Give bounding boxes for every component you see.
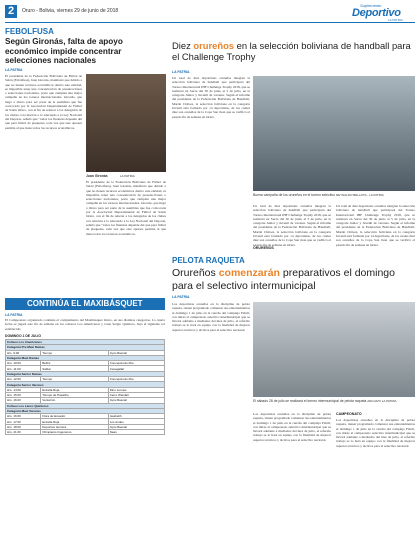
handball-photo-caption xyxy=(253,193,415,197)
schedule-cell: Hrs. 11:00 xyxy=(6,366,41,371)
pelota-byline: LA PATRIA xyxy=(172,295,190,299)
febolfusa-photo-caption: Juan Gironás xyxy=(86,174,108,178)
handball-team-photo xyxy=(253,76,415,191)
maxibasquet-title: CONTINÚA EL MAXIBÁSQUET xyxy=(27,299,143,308)
brand-logo: Deportivo xyxy=(352,7,401,19)
schedule-cell: Hrs. 15:00 xyxy=(6,392,41,397)
schedule-cell: Cerro Wiesfall xyxy=(108,392,164,397)
schedule-cell: Hrs. 9:00 xyxy=(6,350,41,355)
schedule-cell: Estrella Roja xyxy=(41,387,108,392)
pelota-headline-pre: Orureños xyxy=(172,267,216,279)
page-number: 2 xyxy=(5,5,17,18)
dateline: Oruro - Bolivia, viernes 29 de junio de 2018 xyxy=(22,8,119,14)
schedule-cell: Estrella Roja xyxy=(41,419,108,424)
schedule-cell: Concepcionis Alto xyxy=(108,377,164,382)
schedule-cell: Neas xyxy=(108,430,164,435)
schedule-cell: Gasbelth xyxy=(108,414,164,419)
handball-body-col2: Un total de diez deportistas orureños integran la selección boliviana de handball que participará del Torneo Internacional IHF Challenge Trophy 2018, que se realizará en Sucre del 30 de junio al 5 de julio, en la categoría Junior y Juvenil de varones. Según el informe del presidente de la Federación Boliviana de Handball, Martín Chávez, la selección boliviana en la categoría Juvenil está formada por 14 deportistas, de los cuales diez son orureños de la Copa San Juan que se verificó el pasado fin de semana en Oruro. xyxy=(253,204,331,247)
handball-body-col1: Un total de diez deportistas orureños integran la selección boliviana de handball que participará del Torneo Internacional IHF Challenge Trophy 2018, que se realizará en Sucre del 30 de junio al 5 de julio, en la categoría Junior y Juvenil de varones. Según el informe del presidente de la Federación Boliviana de Handball, Martín Chávez, la selección boliviana en la categoría Juvenil está formada por 14 deportistas, de los cuales diez son orureños de la Copa San Juan que se verificó el pasado fin de semana en Oruro. xyxy=(172,76,250,119)
schedule-cell: Hrs. 21:00 xyxy=(6,430,41,435)
schedule-group: Categoría Senior Damas xyxy=(6,371,165,376)
febolfusa-headline: Según Gironás, falta de apoyo económico impide concentrar selecciones nacionales xyxy=(5,37,123,65)
brand-sub: LA PATRIA xyxy=(388,18,403,22)
schedule-cell: Hrs. 14:00 xyxy=(6,387,41,392)
schedule-cell: Deportivo Herrera xyxy=(41,424,108,429)
pelota-caption-credit: ARCHIVO LA PATRIA xyxy=(367,399,397,403)
schedule-table xyxy=(5,339,165,435)
schedule-cell: Ventarrón xyxy=(41,398,108,403)
handball-caption-credit: REYNALDO BELLOTA - LA PATRIA xyxy=(335,193,384,197)
handball-headline-pre: Diez xyxy=(172,40,191,51)
schedule-cell: Olimpiaros Ingenieros xyxy=(41,430,108,435)
schedule-group: Categoría Pre Maxi Damas xyxy=(6,345,165,350)
schedule-cell: Dino Leones xyxy=(108,387,164,392)
handball-caption-text: Buena campaña de los orureños en el torneo selectivo xyxy=(253,193,335,197)
schedule-title: DOMINGO 1 DE JULIO xyxy=(5,334,41,338)
pelota-body-col2: Los deportistas orureños en la disciplina de pelota raqueta, tienen programado comenzar sus entrenamientos el domingo 1 de julio en la cancha del complejo Fabril, con miras al campeonato selectivo intermunicipal que se llevará adelante a mediados del mes de julio, el referido trabajo se lo hará en equipo con la finalidad de mejorar aspectos técnicos y tácticos para el selectivo nacional. xyxy=(253,412,331,442)
schedule-group: Coliseo Los Americanos xyxy=(6,340,165,345)
febolfusa-byline: LA PATRIA xyxy=(5,68,23,72)
section-pelota: PELOTA RAQUETA xyxy=(172,256,245,265)
schedule-cell: Tiempo xyxy=(41,377,108,382)
pelota-body-col3: Los deportistas orureños en la disciplina de pelota raqueta, tienen programado comenzar sus entrenamientos el domingo 1 de julio en la cancha del complejo Fabril, con miras al campeonato selectivo intermunicipal que se llevará adelante a mediados del mes de julio, el referido trabajo se lo hará en equipo con la finalidad de mejorar aspectos técnicos y tácticos para el selectivo nacional. xyxy=(336,418,415,448)
schedule-cell: Ayra Mascari xyxy=(108,350,164,355)
pelota-headline-post: preparativos el domingo para el selectivo intermunicipal xyxy=(172,267,395,292)
schedule-group: Categoría Maxi Varones xyxy=(6,408,165,413)
pelota-body-col1: Los deportistas orureños en la disciplina de pelota raqueta, tienen programado comenzar sus entrenamientos el domingo 1 de julio en la cancha del complejo Fabril, con miras al campeonato selectivo intermunicipal que se llevará adelante a mediados del mes de julio, el referido trabajo se lo hará en equipo con la finalidad de mejorar aspectos técnicos y tácticos para el selectivo nacional. xyxy=(172,302,250,332)
page-header xyxy=(0,0,420,22)
schedule-cell: Ayra Mascari xyxy=(108,424,164,429)
handball-subhead: ORUREÑOS xyxy=(253,246,274,250)
febolfusa-photo-credit: LA PATRIA xyxy=(120,174,135,178)
maxibasquet-bar xyxy=(5,298,165,310)
schedule-cell: Hrs. 18:00 xyxy=(6,424,41,429)
handball-byline: LA PATRIA xyxy=(172,70,190,74)
section-febolfusa: FEBOLFUSA xyxy=(5,27,54,36)
pelota-caption-text: El sábado 28 de julio se realizará el torneo intermunicipal de pelota raqueta xyxy=(253,399,367,403)
febolfusa-body-col1: El presidente de la Federación Boliviana de Fútbol de Salón (Febolfusa), Juan Gironás, manifestó que debido a que no tienen recursos económicos dentro este entidad, es imposible tener una concentración de preselecciones o selecciones nacionales, porte que cumplan una mejor campaña en los torneos internacionales. Gironás, que llegó a Oruro para ser parte de la asamblea que fue convocada por la Asociación Departamental de Fútbol de Salón Oruro, con el fin de reiterar a los delegados de los clubes con relación a lo adecuado a la Ley Nacional del Deporte, señaló que "todos los finanzas depende del que para fútbol de pisquetes, toda vez que este apreses permite al que tiene todos los recursos económicos. xyxy=(5,74,82,130)
schedule-cell: Hrs. 16:00 xyxy=(6,398,41,403)
schedule-cell: Bellini xyxy=(41,361,108,366)
schedule-cell: Hrs. 16:00 xyxy=(6,414,41,419)
schedule-cell: Saltiar xyxy=(41,366,108,371)
handball-headline-highlight: orureños xyxy=(193,40,235,51)
schedule-cell: Los Andes xyxy=(108,419,164,424)
pelota-photo-caption xyxy=(253,399,415,403)
febolfusa-body-col2: El presidente de la Federación Boliviana de Fútbol de Salón (Febolfusa), Juan Gironás, manifestó que debido a que no tienen recursos económicos dentro este entidad, es imposible tener una concentración de preselecciones o selecciones nacionales, porte que cumplan una mejor campaña en los torneos internacionales. Gironás, que llegó a Oruro para ser parte de la asamblea que fue convocada por la Asociación Departamental de Fútbol de Salón Oruro, con el fin de reiterar a los delegados de los clubes con relación a lo adecuado a la Ley Nacional del Deporte, señaló que "todos los finanzas depende del que para fútbol de pisquetes, toda vez que este apreses permite al que tiene todos los recursos económicos. xyxy=(86,180,166,236)
pelota-subhead: CAMPEONATO xyxy=(336,412,362,416)
schedule-cell: Cesagaltal xyxy=(108,366,164,371)
schedule-row xyxy=(6,430,165,435)
schedule-group: Categoría Senior Varones xyxy=(6,382,165,387)
brand-small: Suplemento xyxy=(360,3,382,8)
schedule-group: Categoría Maxi Damas xyxy=(6,355,165,360)
pelota-headline xyxy=(172,267,415,292)
handball-headline xyxy=(172,40,415,62)
maxibasquet-byline: LA PATRIA xyxy=(5,313,23,317)
schedule-cell: Hrs. 12:00 xyxy=(6,377,41,382)
gironas-photo xyxy=(86,74,166,172)
schedule-cell: Ayra Mascari xyxy=(108,398,164,403)
handball-headline-post: en la selección boliviana de handball para el Challenge Trophy xyxy=(172,40,411,62)
pelota-headline-highlight: comenzarán xyxy=(218,267,280,279)
header-rule xyxy=(5,22,415,23)
schedule-cell: Hrs. 17:00 xyxy=(6,419,41,424)
handball-body-col3: Un total de diez deportistas orureños integran la selección boliviana de handball que participará del Torneo Internacional IHF Challenge Trophy 2018, que se realizará en Sucre del 30 de junio al 5 de julio, en la categoría Junior y Juvenil de varones. Según el informe del presidente de la Federación Boliviana de Handball, Martín Chávez, la selección boliviana en la categoría Juvenil está formada por 14 deportistas, de los cuales diez son orureños de la Copa San Juan que se verificó el pasado fin de semana en Oruro. xyxy=(336,204,415,247)
schedule-group: Coliseo Los Lanzo Quinteros xyxy=(6,403,165,408)
schedule-cell: Concepcionis Alto xyxy=(108,361,164,366)
pelota-photo xyxy=(253,302,415,397)
schedule-cell: Hrs. 10:00 xyxy=(6,361,41,366)
schedule-cell: Flora de Ecuador xyxy=(41,414,108,419)
maxibasquet-intro: El Campeonato organizado continúa el complemento del Maxibásquet Oruro, en sus distintas categorías. La cuarta fecha se jugará este fin de semana en los coliseos Los Americanos y Gran Sergio Quintero, bajo el siguiente rol establecido: xyxy=(5,318,165,331)
schedule-cell: Tiempo de Pasacho xyxy=(41,392,108,397)
schedule-cell: Tiempo xyxy=(41,350,108,355)
